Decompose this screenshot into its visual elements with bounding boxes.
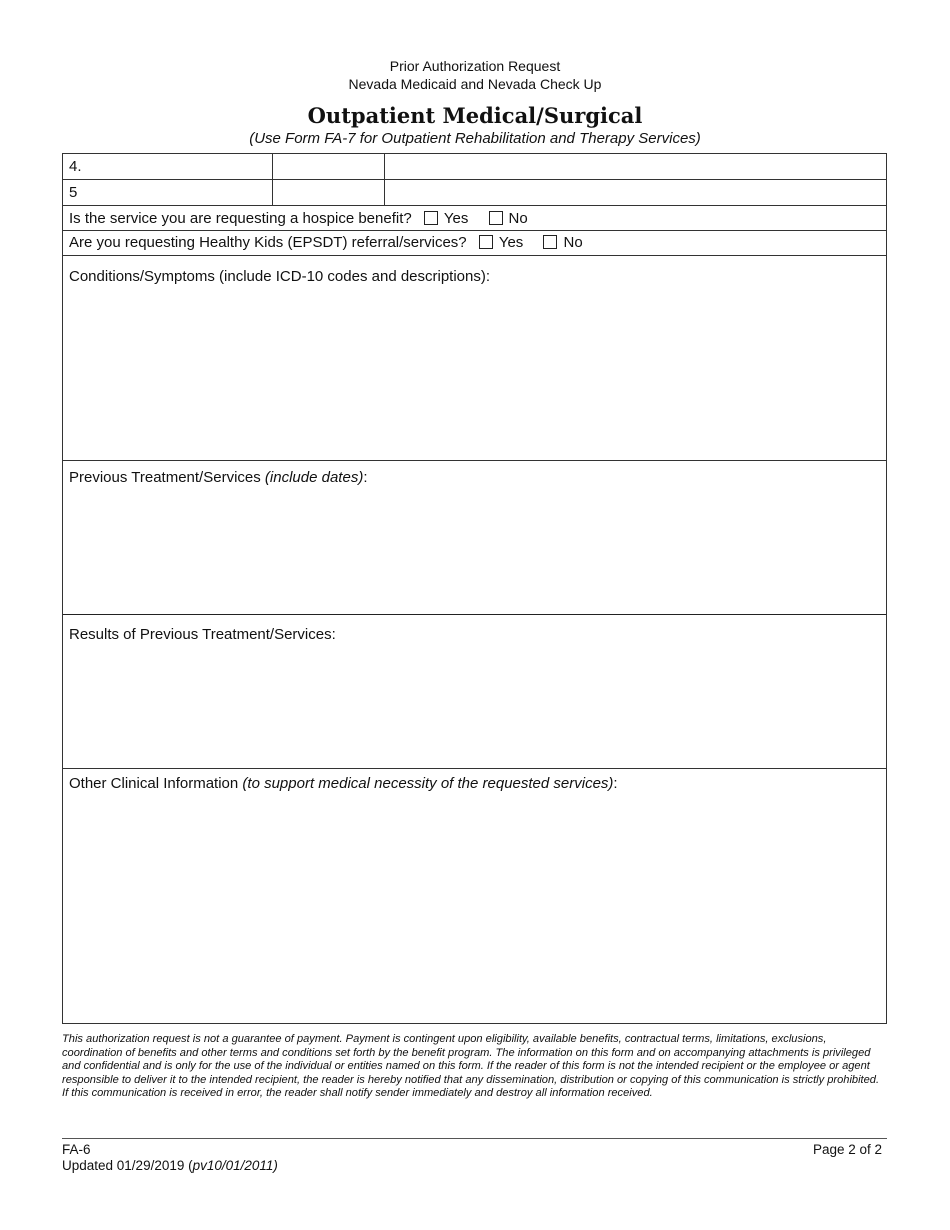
page-number: Page 2 of 2 — [812, 1142, 882, 1157]
epsdt-yes-label: Yes — [498, 234, 524, 251]
table-row-5 — [63, 180, 886, 206]
footer-divider — [62, 1138, 887, 1139]
hospice-no-label: No — [508, 210, 528, 227]
results-section[interactable] — [63, 615, 886, 769]
row4-label: 4. — [69, 158, 82, 175]
form-table — [62, 153, 887, 1024]
previous-treatment-label: Previous Treatment/Services (include dates): — [69, 469, 368, 486]
epsdt-question: Are you requesting Healthy Kids (EPSDT) referral/services? — [69, 234, 467, 251]
table-row-4 — [63, 154, 886, 180]
hospice-yes-checkbox[interactable] — [424, 211, 438, 225]
header-line-1: Prior Authorization Request — [389, 58, 561, 74]
row5-col2[interactable] — [273, 180, 385, 205]
epsdt-no-checkbox[interactable] — [543, 235, 557, 249]
results-label: Results of Previous Treatment/Services: — [69, 626, 336, 643]
row4-col3[interactable] — [385, 154, 886, 179]
form-subtitle: (Use Form FA-7 for Outpatient Rehabilitation and Therapy Services) — [249, 130, 701, 147]
row5-label: 5 — [69, 184, 78, 201]
updated-date: Updated 01/29/2019 (pv10/01/2011) — [62, 1158, 278, 1173]
hospice-question: Is the service you are requesting a hospice benefit? — [69, 210, 412, 227]
hospice-row — [63, 206, 886, 231]
disclaimer-text: This authorization request is not a guarantee of payment. Payment is contingent upon eligibility, available benefits, contractual terms, limitations, exclusions, coordination of benefits and other terms and conditions set forth by the benefit program. The information on this form and on accompanying attachments is privileged and confidential and is only for the use of the individual or entities named on this form. If the reader of this form is not the intended recipient or the employee or agent responsible to deliver it to the intended recipient, the reader is hereby notified that any dissemination, distribution or copying of this communication is strictly prohibited. If this communication is received in error, the reader shall notify sender immediately and destroy all information received. — [62, 1033, 880, 1099]
row4-col1[interactable] — [63, 154, 273, 179]
form-title: Outpatient Medical/Surgical — [307, 103, 643, 128]
row5-col3[interactable] — [385, 180, 886, 205]
form-id: FA-6 — [62, 1142, 91, 1157]
other-clinical-section[interactable] — [63, 769, 886, 1023]
row5-col1[interactable] — [63, 180, 273, 205]
header-line-2: Nevada Medicaid and Nevada Check Up — [348, 76, 602, 92]
previous-treatment-section[interactable] — [63, 461, 886, 615]
hospice-no-checkbox[interactable] — [489, 211, 503, 225]
hospice-yes-label: Yes — [443, 210, 469, 227]
epsdt-row — [63, 231, 886, 256]
epsdt-yes-checkbox[interactable] — [479, 235, 493, 249]
conditions-label: Conditions/Symptoms (include ICD-10 codes and descriptions): — [69, 268, 491, 285]
epsdt-no-label: No — [563, 234, 583, 251]
conditions-section[interactable] — [63, 256, 886, 461]
other-clinical-label: Other Clinical Information (to support medical necessity of the requested services): — [69, 775, 618, 792]
row4-col2[interactable] — [273, 154, 385, 179]
